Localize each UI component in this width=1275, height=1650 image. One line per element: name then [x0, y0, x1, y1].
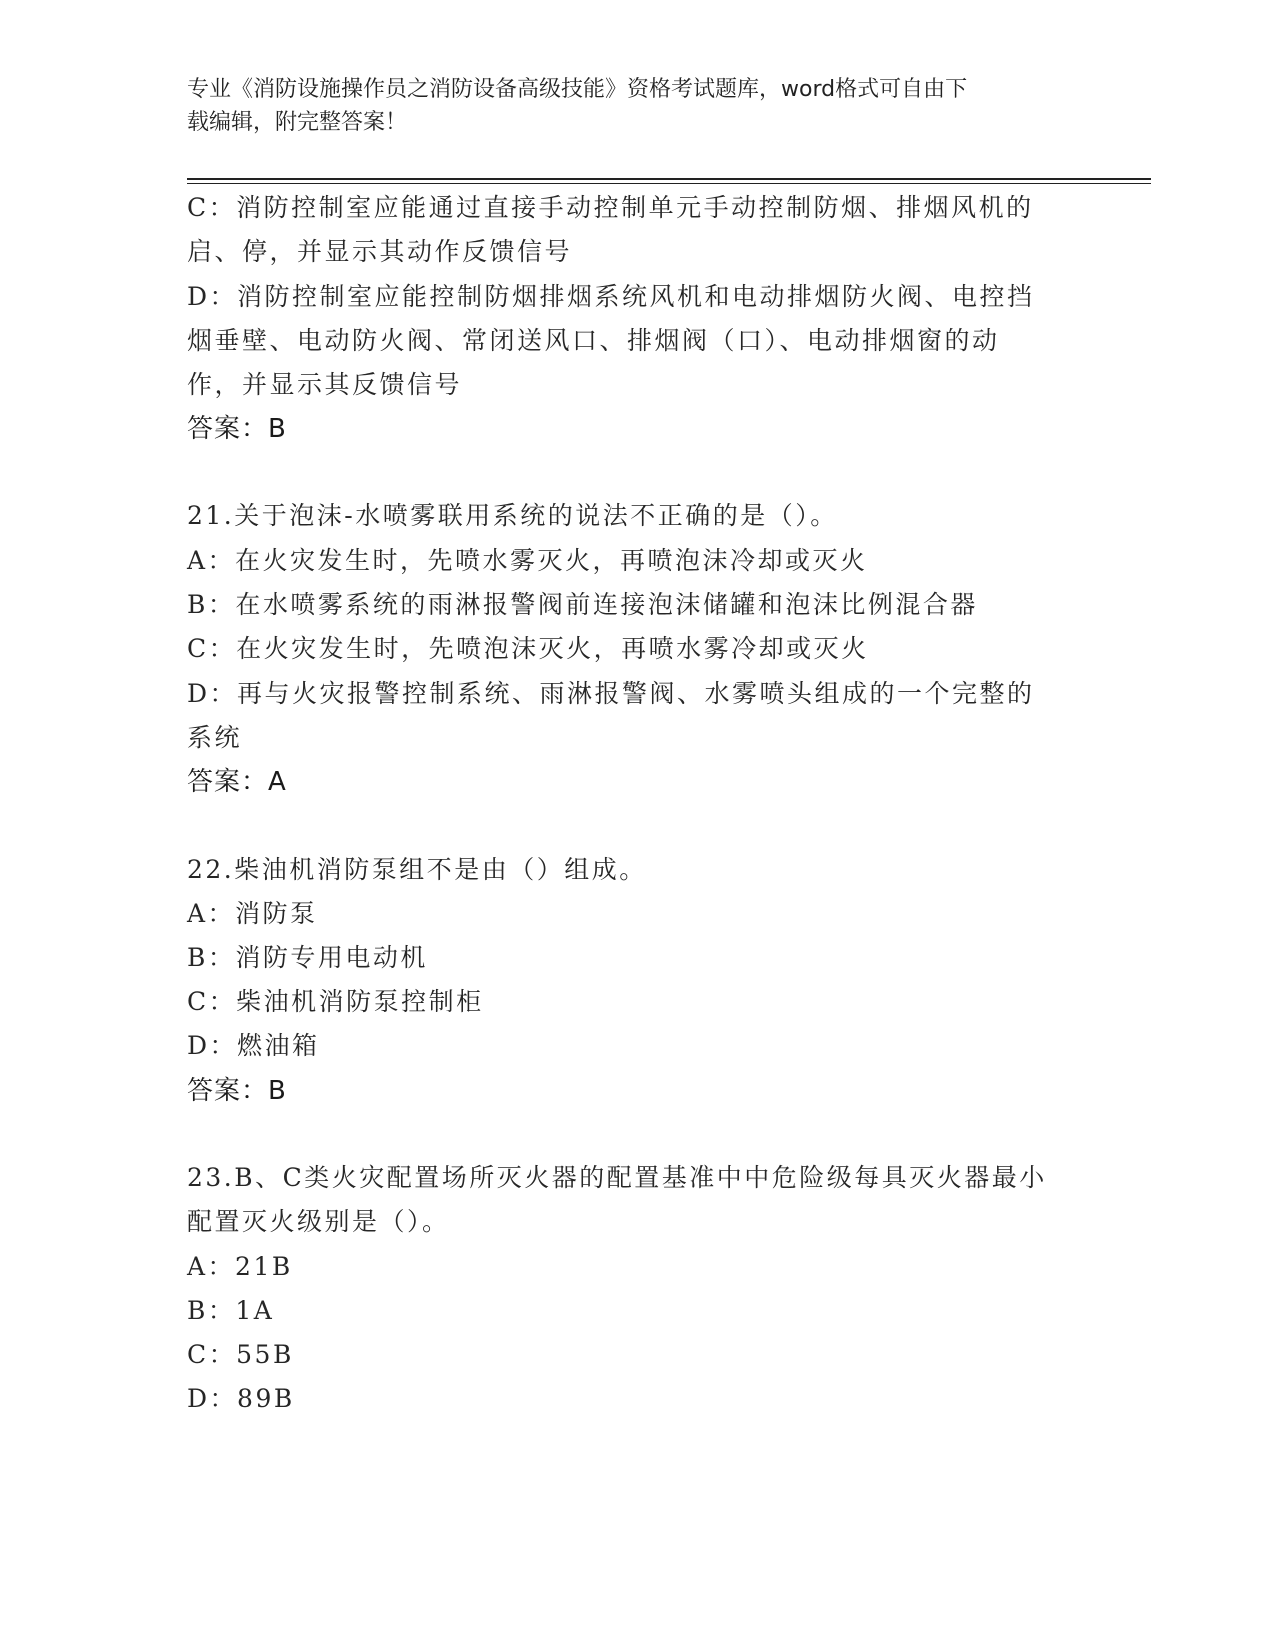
- header-line-1: 专业《消防设施操作员之消防设备高级技能》资格考试题库，word格式可自由下: [187, 77, 968, 102]
- document-header: [187, 73, 1087, 139]
- option-d-line-2: 烟垂壁、电动防火阀、常闭送风口、排烟阀（口）、电动排烟窗的动: [187, 326, 1000, 355]
- question-23-option-b: B：1A: [187, 1296, 275, 1325]
- header-rule-thin: [187, 183, 1151, 184]
- header-rule-thick: [187, 178, 1151, 180]
- question-23-stem-line-2: 配置灭火级别是（）。: [187, 1207, 450, 1236]
- question-22-stem: 22.柴油机消防泵组不是由（）组成。: [187, 855, 647, 884]
- question-22-option-a: A：消防泵: [187, 899, 318, 928]
- option-c-line-2: 启、停，并显示其动作反馈信号: [187, 237, 573, 266]
- option-c-line-1: C：消防控制室应能通过直接手动控制单元手动控制防烟、排烟风机的: [187, 193, 1034, 222]
- answer-label: 答案：B: [187, 1076, 287, 1106]
- question-21-option-c: C：在火灾发生时，先喷泡沫灭火，再喷水雾冷却或灭火: [187, 634, 869, 663]
- question-23-option-a: A：21B: [187, 1252, 293, 1281]
- question-23-option-c: C：55B: [187, 1340, 294, 1369]
- question-21-stem: 21.关于泡沫-水喷雾联用系统的说法不正确的是（）。: [187, 501, 838, 530]
- question-21-option-b: B：在水喷雾系统的雨淋报警阀前连接泡沫储罐和泡沫比例混合器: [187, 590, 978, 619]
- answer-label: 答案：A: [187, 767, 287, 797]
- question-21-option-d-line-1: D：再与火灾报警控制系统、雨淋报警阀、水雾喷头组成的一个完整的: [187, 679, 1035, 708]
- question-23-option-d: D：89B: [187, 1384, 295, 1413]
- question-23-stem-line-1: 23.B、C类火灾配置场所灭火器的配置基准中中危险级每具灭火器最小: [187, 1163, 1047, 1192]
- answer-label: 答案：B: [187, 414, 287, 444]
- header-line-2: 载编辑，附完整答案！: [187, 110, 408, 135]
- option-d-line-1: D：消防控制室应能控制防烟排烟系统风机和电动排烟防火阀、电控挡: [187, 282, 1035, 311]
- question-22-option-c: C：柴油机消防泵控制柜: [187, 987, 484, 1016]
- question-21-option-a: A：在火灾发生时，先喷水雾灭火，再喷泡沫冷却或灭火: [187, 546, 868, 575]
- question-22-option-b: B：消防专用电动机: [187, 943, 428, 972]
- question-22-option-d: D：燃油箱: [187, 1031, 320, 1060]
- question-21-option-d-line-2: 系统: [187, 723, 243, 752]
- option-d-line-3: 作，并显示其反馈信号: [187, 370, 463, 399]
